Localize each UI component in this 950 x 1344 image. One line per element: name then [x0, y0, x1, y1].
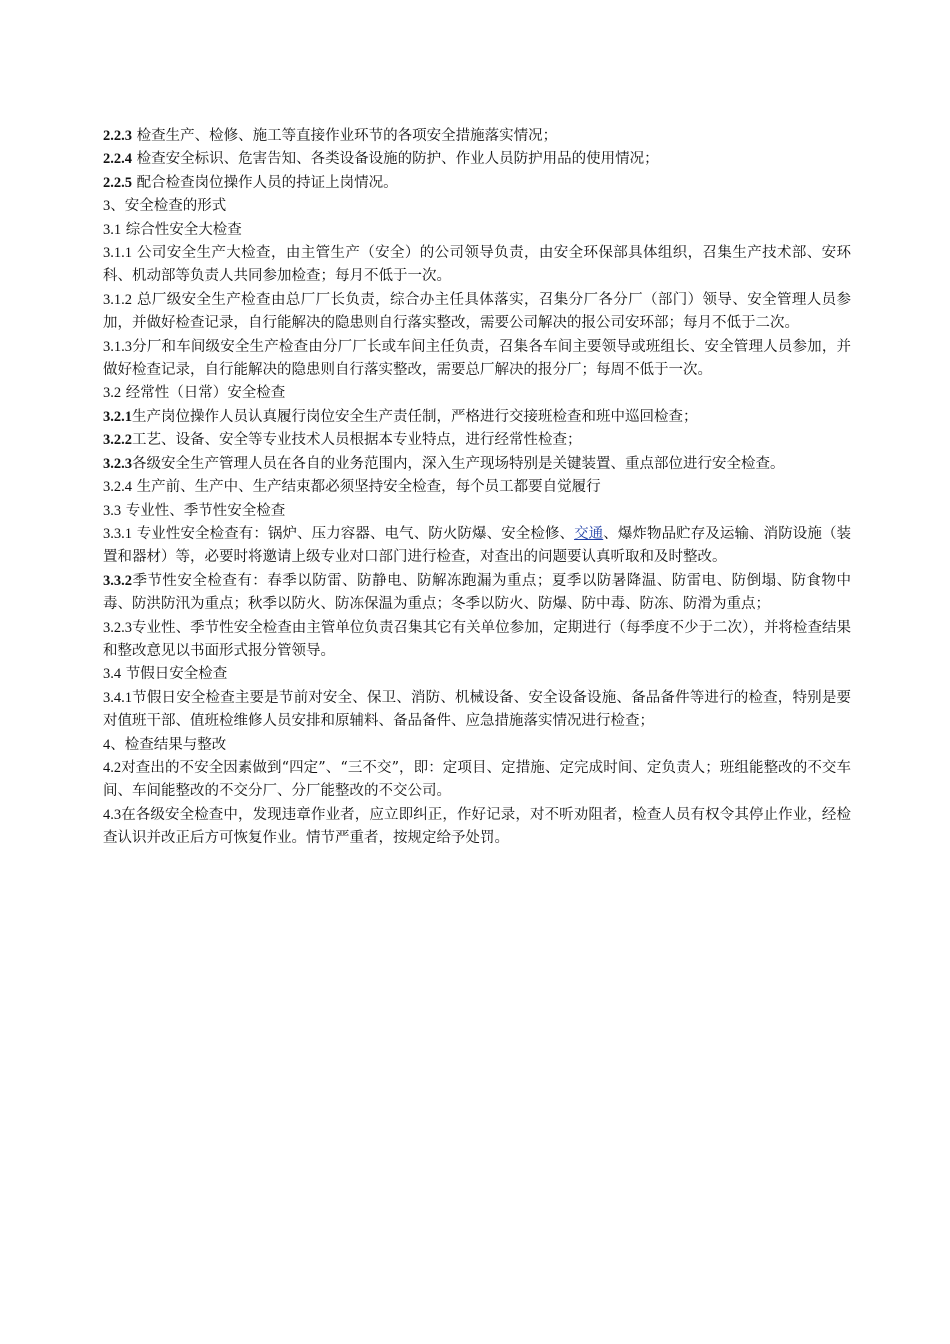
section-number: 2.2.3: [103, 128, 132, 144]
para-text: 综合性安全大检查: [121, 221, 242, 238]
para-text: 专业性、季节性安全检查由主管单位负责召集其它有关单位参加，定期进行（每季度不少于二次），并将检查结果和整改意见以书面形式报分管领导。: [103, 619, 851, 659]
section-number: 3.3.2: [103, 572, 132, 589]
section-number: 3.1.2: [103, 291, 132, 308]
para-3-2-3-b: [103, 617, 851, 664]
para-3-2-4: [103, 476, 851, 499]
heading-4: [103, 734, 851, 757]
section-number: 3.1.3: [103, 338, 132, 355]
para-text: 检查生产、检修、施工等直接作业环节的各项安全措施落实情况；: [132, 128, 558, 144]
para-text: 检查安全标识、危害告知、各类设备设施的防护、作业人员防护用品的使用情况；: [132, 151, 659, 168]
para-text: 、检查结果与整改: [110, 736, 227, 753]
section-number: 3.3: [103, 502, 122, 519]
para-2-2-4: [103, 148, 851, 171]
para-text: 分厂和车间级安全生产检查由分厂厂长或车间主任负责，召集各车间主要领导或班组长、安全管理人员参加，并做好检查记录，自行能解决的隐患则自行落实整改，需要总厂解决的报分厂；每周不低于一次。: [103, 338, 851, 379]
para-text: 公司安全生产大检查，由主管生产（安全）的公司领导负责，由安全环保部具体组织，召集生产技术部、安环科、机动部等负责人共同参加检查；每月不低于一次。: [103, 245, 851, 285]
section-number: 3.2.4: [103, 479, 132, 496]
section-number: 3: [103, 198, 111, 215]
heading-3-4: [103, 663, 851, 686]
para-text: 各级安全生产管理人员在各自的业务范围内，深入生产现场特别是关键装置、重点部位进行安全检查。: [132, 455, 785, 472]
para-3-2-3: [103, 453, 851, 476]
section-number: 4.3: [103, 806, 122, 823]
section-number: 3.2.3: [103, 619, 132, 636]
section-number: 3.4.1: [103, 689, 132, 706]
para-2-2-3: [103, 125, 851, 148]
para-3-1-3: [103, 336, 851, 383]
heading-3-1: [103, 219, 851, 242]
section-number: 2.2.5: [103, 174, 132, 191]
para-3-2-1: [103, 406, 851, 429]
heading-3: [103, 195, 851, 218]
document-body: [103, 125, 851, 851]
section-number: 4.2: [103, 759, 122, 776]
para-4-3: [103, 804, 851, 851]
para-text: 配合检查岗位操作人员的持证上岗情况。: [132, 174, 398, 191]
section-number: 3.2.2: [103, 432, 132, 449]
section-number: 3.1.1: [103, 245, 132, 262]
para-text: 专业性、季节性安全检查: [121, 502, 286, 519]
para-3-1-1: [103, 242, 851, 289]
para-3-4-1: [103, 687, 851, 734]
para-text: 对查出的不安全因素做到“四定”、“三不交”，即：定项目、定措施、定完成时间、定负责人；班组能整改的不交车间、车间能整改的不交分厂、分厂能整改的不交公司。: [103, 759, 851, 800]
section-number: 3.2.1: [103, 408, 132, 425]
para-3-1-2: [103, 289, 851, 336]
section-number: 4: [103, 736, 111, 753]
para-text: 、安全检查的形式: [110, 198, 227, 215]
para-text: 生产前、生产中、生产结束都必须坚持安全检查，每个员工都要自觉履行: [132, 479, 601, 496]
para-text: 经常性（日常）安全检查: [121, 385, 286, 402]
heading-3-3: [103, 500, 851, 523]
para-text: 工艺、设备、安全等专业技术人员根据本专业特点，进行经常性检查；: [132, 432, 582, 449]
traffic-link[interactable]: 交通: [574, 525, 604, 542]
section-number: 3.3.1: [103, 525, 132, 542]
heading-3-2: [103, 382, 851, 405]
section-number: 2.2.4: [103, 151, 132, 168]
section-number: 3.2: [103, 385, 122, 402]
para-3-3-2: [103, 570, 851, 617]
section-number: 3.1: [103, 221, 122, 238]
para-text: 总厂级安全生产检查由总厂厂长负责，综合办主任具体落实，召集分厂各分厂（部门）领导、安全管理人员参加，并做好检查记录，自行能解决的隐患则自行落实整改，需要公司解决的报公司安环部；每月不低于二次。: [103, 291, 851, 332]
section-number: 3.4: [103, 666, 122, 683]
para-text: 生产岗位操作人员认真履行岗位安全生产责任制，严格进行交接班检查和班中巡回检查；: [132, 408, 698, 425]
para-text: 季节性安全检查有：春季以防雷、防静电、防解冻跑漏为重点；夏季以防暑降温、防雷电、防倒塌、防食物中毒、防洪防汛为重点；秋季以防火、防冻保温为重点；冬季以防火、防爆、防中毒、防冻、防滑为重点；: [103, 572, 851, 613]
para-text: 节假日安全检查: [121, 666, 228, 683]
para-text: 专业性安全检查有：锅炉、压力容器、电气、防火防爆、安全检修、: [132, 525, 575, 542]
para-text: 、爆炸物品贮存及运输、消防设施（装置和器材）等，必要时将邀请上级专业对口部门进行检查，对查出的问题要认真听取和及时整改。: [103, 525, 852, 566]
para-3-3-1: [103, 523, 851, 570]
para-2-2-5: [103, 172, 851, 195]
para-3-2-2: [103, 429, 851, 452]
para-4-2: [103, 757, 851, 804]
section-number: 3.2.3: [103, 455, 132, 472]
para-text: 在各级安全检查中，发现违章作业者，应立即纠正，作好记录，对不听劝阻者，检查人员有权令其停止作业，经检查认识并改正后方可恢复作业。情节严重者，按规定给予处罚。: [103, 806, 851, 847]
para-text: 节假日安全检查主要是节前对安全、保卫、消防、机械设备、安全设备设施、备品备件等进行的检查，特别是要对值班干部、值班检维修人员安排和原辅料、备品备件、应急措施落实情况进行检查；: [103, 689, 851, 730]
